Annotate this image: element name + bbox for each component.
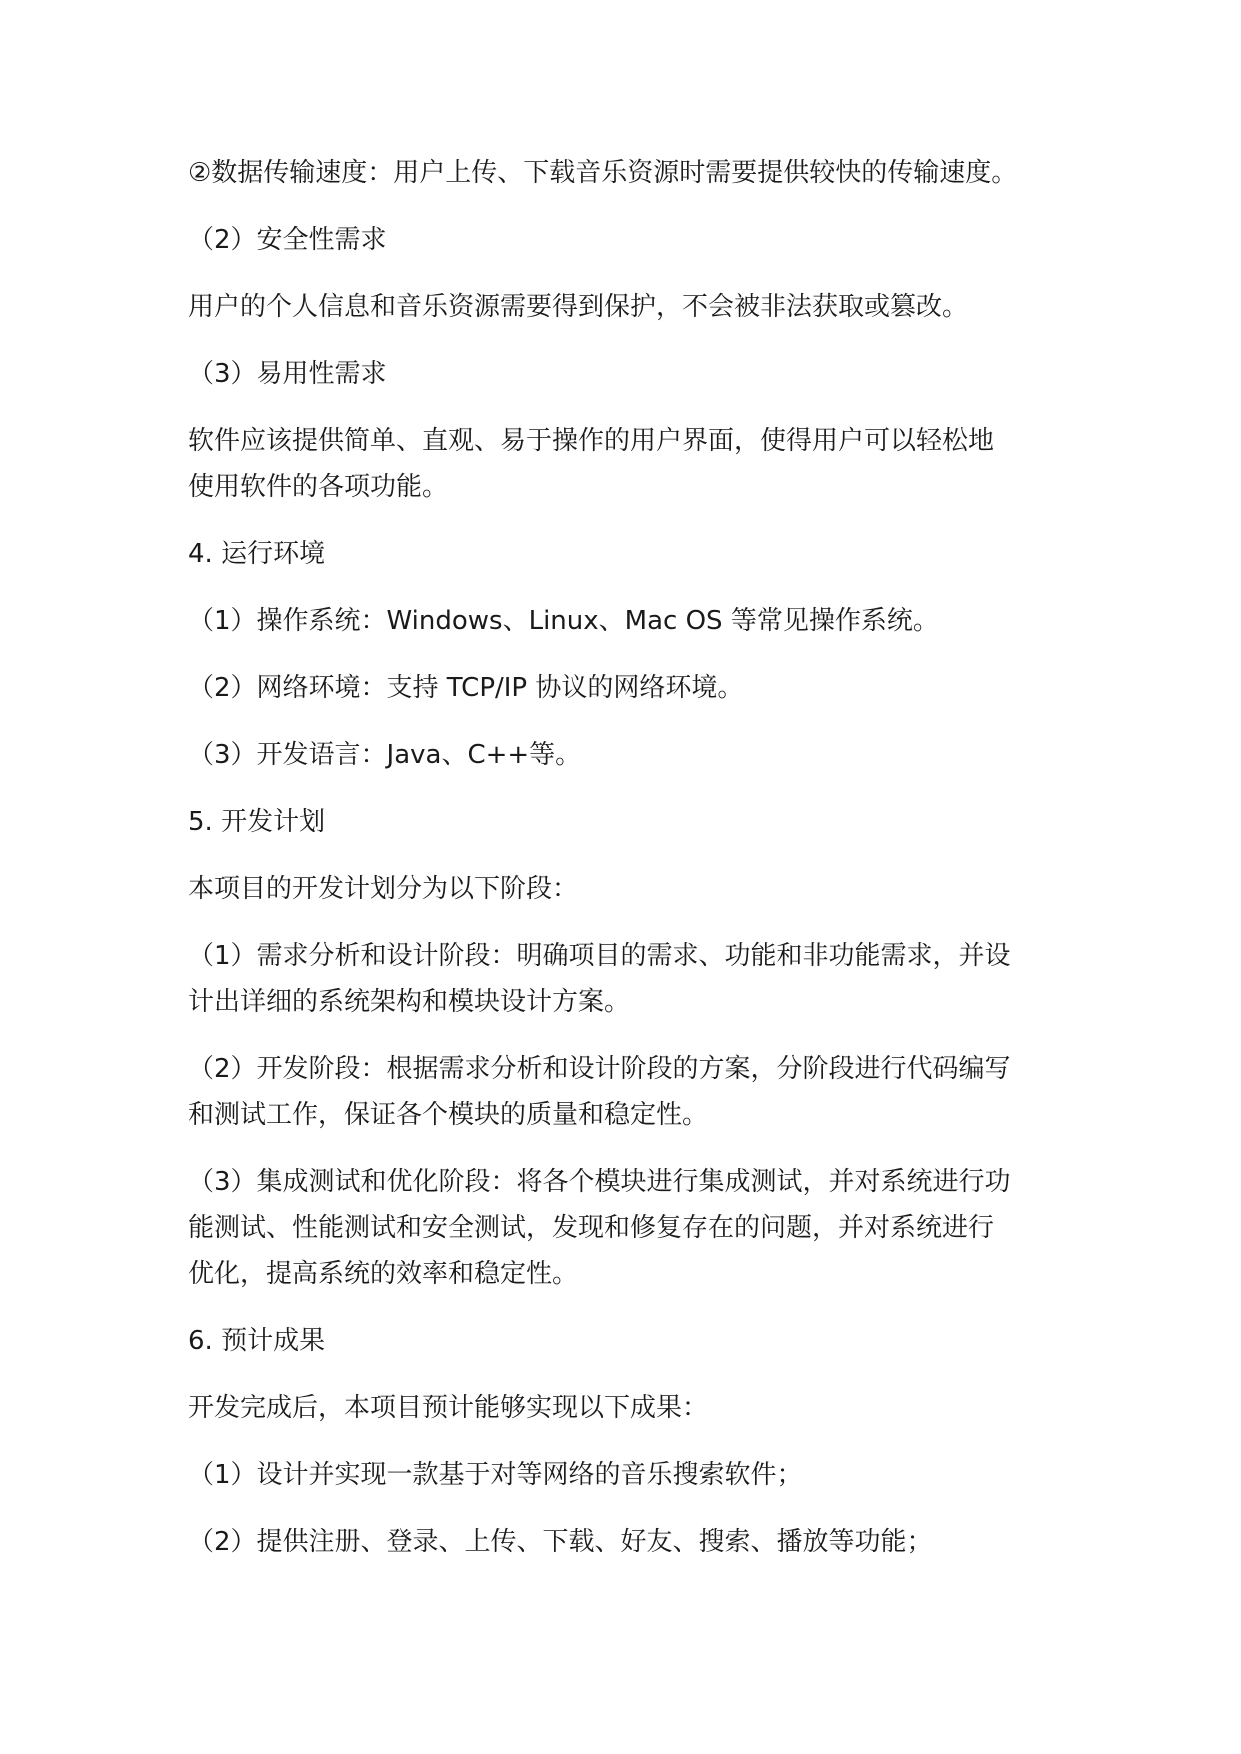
heading-usability-requirement: （3）易用性需求 (188, 359, 387, 389)
heading-security-requirement: （2）安全性需求 (188, 225, 387, 255)
heading-expected-results: 6. 预计成果 (188, 1326, 326, 1356)
heading-development-plan: 5. 开发计划 (188, 807, 326, 837)
document-body (188, 150, 1088, 1586)
paragraph-usability: 软件应该提供简单、直观、易于操作的用户界面，使得用户可以轻松地 使用软件的各项功能。 (188, 426, 995, 502)
paragraph-plan-intro: 本项目的开发计划分为以下阶段： (188, 874, 579, 904)
paragraph-plan-testing: （3）集成测试和优化阶段：将各个模块进行集成测试，并对系统进行功 能测试、性能测试和安全测试，发现和修复存在的问题，并对系统进行 优化，提高系统的效率和稳定性。 (188, 1167, 1011, 1289)
paragraph-security: 用户的个人信息和音乐资源需要得到保护，不会被非法获取或篡改。 (188, 292, 969, 322)
paragraph-plan-analysis: （1）需求分析和设计阶段：明确项目的需求、功能和非功能需求，并设 计出详细的系统架构和模块设计方案。 (188, 941, 1011, 1017)
paragraph-result-1: （1）设计并实现一款基于对等网络的音乐搜索软件； (188, 1460, 803, 1490)
paragraph-development-language: （3）开发语言：Java、C++等。 (188, 740, 582, 770)
paragraph-network-environment: （2）网络环境：支持 TCP/IP 协议的网络环境。 (188, 673, 744, 703)
paragraph-results-intro: 开发完成后，本项目预计能够实现以下成果： (188, 1393, 709, 1423)
paragraph-transfer-speed: ②数据传输速度：用户上传、下载音乐资源时需要提供较快的传输速度。 (188, 158, 1018, 188)
paragraph-plan-development: （2）开发阶段：根据需求分析和设计阶段的方案，分阶段进行代码编写 和测试工作，保证各个模块的质量和稳定性。 (188, 1054, 1011, 1130)
heading-runtime-environment: 4. 运行环境 (188, 539, 326, 569)
paragraph-result-2: （2）提供注册、登录、上传、下载、好友、搜索、播放等功能； (188, 1527, 933, 1557)
paragraph-operating-system: （1）操作系统：Windows、Linux、Mac OS 等常见操作系统。 (188, 606, 939, 636)
